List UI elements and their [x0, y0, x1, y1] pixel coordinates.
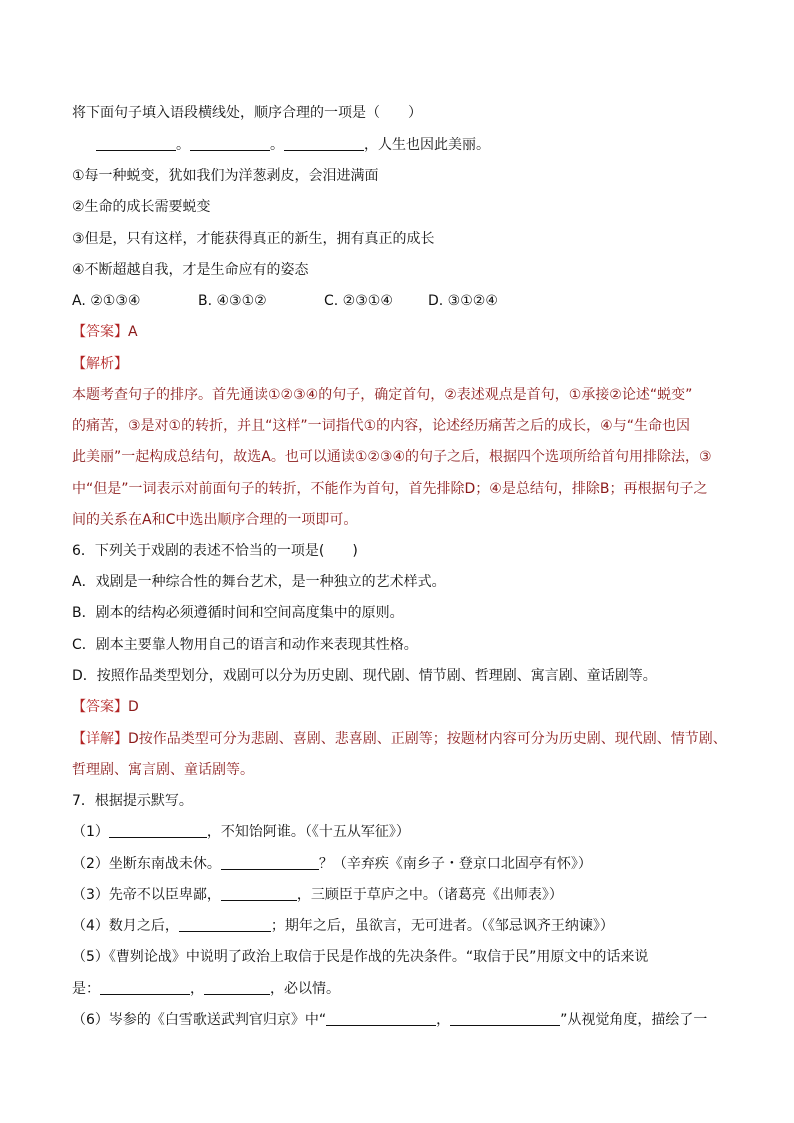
answer-value: D — [128, 699, 139, 715]
q5-analysis-line-4: 中“但是”一词表示对前面句子的转折，不能作为首句，首先排除D；④是总结句，排除B；再根据句子之 — [72, 481, 708, 497]
q5-item-2: ②生命的成长需要蜕变 — [72, 199, 211, 215]
q5-item-4: ④不断超越自我，才是生命应有的姿态 — [72, 262, 309, 278]
q7-item-1: （1） ，不知饴阿谁。（《十五从军征》） — [72, 824, 410, 840]
blank — [326, 1011, 436, 1026]
blank — [204, 980, 270, 995]
blank — [190, 136, 270, 151]
blank — [179, 917, 271, 932]
option-a: A. ②①③④ — [72, 293, 141, 309]
q5-analysis-line-5: 间的关系在A和C中选出顺序合理的一项即可。 — [72, 512, 358, 528]
answer-tag: 【答案】 — [72, 324, 128, 340]
q6-detail-line-2: 哲理剧、寓言剧、童话剧等。 — [72, 762, 254, 778]
option-d: D. ③①②④ — [428, 293, 498, 309]
blank — [100, 980, 190, 995]
q7-item-5-line-2: 是： ， ，必以情。 — [72, 981, 340, 997]
q5-fill-line: 。 。 ，人生也因此美丽。 — [96, 136, 754, 154]
q7-item-4: （4）数月之后， ；期年之后，虽欲言，无可进者。（《邹忌讽齐王纳谏》） — [72, 918, 614, 934]
q6-option-d: D．按照作品类型划分，戏剧可以分为历史剧、现代剧、情节剧、哲理剧、寓言剧、童话剧等。 — [72, 668, 657, 684]
blank — [284, 136, 364, 151]
answer-tag: 【答案】 — [72, 699, 128, 715]
blank — [221, 886, 297, 901]
q5-analysis-tag: 【解析】 — [72, 356, 128, 372]
answer-value: A — [128, 324, 138, 340]
blank — [221, 855, 319, 870]
q6-stem: 6．下列关于戏剧的表述不恰当的一项是( ) — [72, 543, 358, 559]
q7-item-3: （3）先帝不以臣卑鄙， ，三顾臣于草庐之中。（诸葛亮《出师表》） — [72, 887, 563, 903]
blank — [96, 136, 176, 151]
q5-analysis-line-2: 的痛苦，③是对①的转折，并且“这样”一词指代①的内容，论述经历痛苦之后的成长，④与“生命也因 — [72, 418, 690, 434]
option-c: C. ②③①④ — [324, 293, 393, 309]
q5-item-1: ①每一种蜕变，犹如我们为洋葱剥皮，会泪进满面 — [72, 168, 379, 184]
detail-tag: 【详解】 — [72, 731, 128, 747]
q6-option-a: A．戏剧是一种综合性的舞台艺术，是一种独立的艺术样式。 — [72, 574, 446, 590]
q5-options — [72, 292, 754, 310]
option-b: B. ④③①② — [198, 293, 267, 309]
blank — [450, 1011, 560, 1026]
q6-detail-line-1: 【详解】D按作品类型可分为悲剧、喜剧、悲喜剧、正剧等；按题材内容可分为历史剧、现代剧、情节剧、 — [72, 731, 727, 747]
q7-item-2: （2）坐断东南战未休。 ？（辛弃疾《南乡子・登京口北固亭有怀》） — [72, 856, 592, 872]
blank — [109, 823, 207, 838]
q5-analysis-line-3: 此美丽”一起构成总结句，故选A。也可以通读①②③④的句子之后，根据四个选项所给首句用排除法，③ — [72, 449, 712, 465]
q5-analysis-line-1: 本题考查句子的排序。首先通读①②③④的句子，确定首句，②表述观点是首句，①承接②论述“蜕变” — [72, 387, 693, 403]
q7-item-5-line-1: （5）《曹刿论战》中说明了政治上取信于民是作战的先决条件。“取信于民”用原文中的话来说 — [72, 949, 649, 965]
q5-stem: 将下面句子填入语段横线处，顺序合理的一项是（ ） — [72, 105, 422, 121]
q7-item-6: （6）岑参的《白雪歌送武判官归京》中“ ， ”从视觉角度，描绘了一 — [72, 1012, 708, 1028]
q5-answer — [72, 323, 754, 341]
q6-option-c: C．剧本主要靠人物用自己的语言和动作来表现其性格。 — [72, 637, 418, 653]
q5-item-3: ③但是，只有这样，才能获得真正的新生，拥有真正的成长 — [72, 231, 435, 247]
q6-option-b: B．剧本的结构必须遵循时间和空间高度集中的原则。 — [72, 605, 404, 621]
q6-answer — [72, 698, 754, 716]
q7-stem: 7．根据提示默写。 — [72, 793, 193, 809]
